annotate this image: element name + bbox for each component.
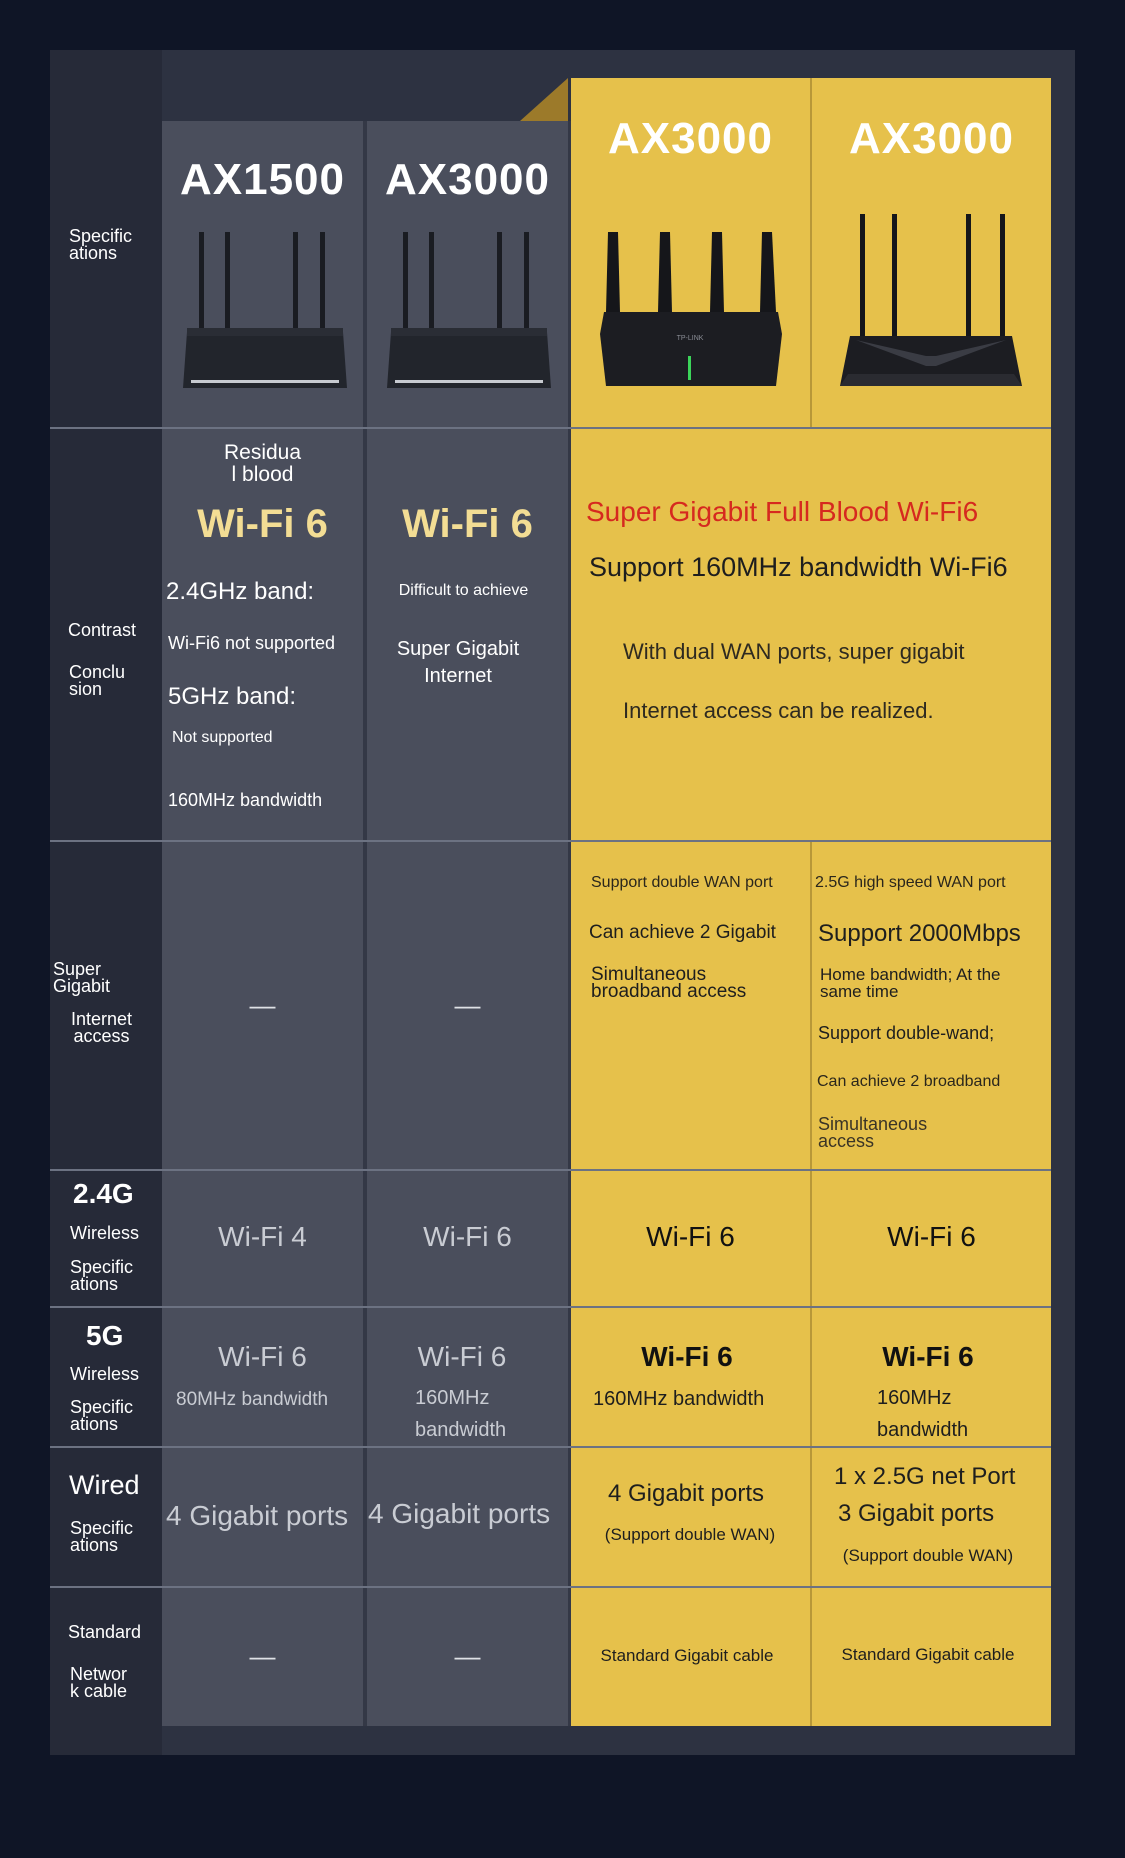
band-24-title: 2.4GHz band: (166, 578, 315, 605)
wired-double-wan: (Support double WAN) (604, 1525, 776, 1544)
row-label-conclusion: Conclu sion (69, 662, 126, 699)
row-divider (50, 1586, 1051, 1588)
row-label-network-cable: Networ k cable (70, 1664, 128, 1701)
bandwidth-note: 160MHz bandwidth (168, 790, 323, 810)
row-label-5g: 5G (86, 1320, 124, 1351)
support-160mhz: Support 160MHz bandwidth Wi-Fi6 (589, 552, 1008, 582)
wired-ports: 4 Gigabit ports (166, 1500, 349, 1531)
wifi-24-value: Wi-Fi 6 (646, 1221, 735, 1252)
svg-text:TP-LINK: TP-LINK (676, 335, 704, 342)
cable-standard: Standard Gigabit cable (600, 1646, 774, 1665)
row-label-specifications: Specific ations (69, 226, 133, 263)
wifi6-badge: Wi-Fi 6 (197, 502, 328, 546)
not-applicable-dash: — (249, 1641, 276, 1671)
cable-standard: Standard Gigabit cable (841, 1645, 1015, 1664)
two-gigabit: Can achieve 2 Gigabit (589, 922, 776, 943)
model-title: AX3000 (607, 114, 773, 163)
residual-blood-label: Residua l blood (223, 441, 302, 486)
wifi6-badge: Wi-Fi 6 (402, 502, 533, 546)
support-2000mbps: Support 2000Mbps (818, 920, 1021, 947)
row-label-wireless: Wireless (70, 1223, 140, 1243)
row-label-contrast: Contrast (68, 620, 137, 640)
row-divider (50, 427, 1051, 429)
row-divider (50, 1446, 1051, 1448)
row-label-wireless: Wireless (70, 1364, 140, 1384)
band-5-note: Not supported (172, 729, 273, 746)
wired-ports: 4 Gigabit ports (607, 1480, 765, 1507)
model-title: AX3000 (848, 114, 1014, 163)
dual-wan-note: With dual WAN ports, super gigabit (623, 639, 965, 664)
row-divider (50, 840, 1051, 842)
band-5-title: 5GHz band: (168, 683, 297, 710)
double-wand: Support double-wand; (818, 1023, 995, 1043)
wifi-5-value: Wi-Fi 6 (641, 1341, 733, 1372)
router-image-flat (379, 228, 559, 393)
router-image-flat (175, 228, 355, 393)
wifi-5-bandwidth: 160MHz bandwidth (593, 1388, 765, 1410)
wired-double-wan: (Support double WAN) (842, 1546, 1014, 1565)
home-bandwidth: Home bandwidth; At the same time (820, 965, 1001, 1001)
super-gigabit-note: Super Gigabit Internet (396, 638, 520, 687)
row-label-internet-access: Internet access (71, 1009, 133, 1046)
row-label-2-4g: 2.4G (73, 1178, 134, 1209)
not-applicable-dash: — (454, 1641, 481, 1671)
wifi-5-bandwidth: 160MHz bandwidth (415, 1387, 507, 1441)
wifi-5-value: Wi-Fi 6 (417, 1341, 507, 1372)
wifi-5-bandwidth: 80MHz bandwidth (176, 1389, 329, 1410)
not-applicable-dash: — (249, 990, 276, 1020)
wifi-24-value: Wi-Fi 4 (218, 1221, 307, 1252)
headline-full-blood: Super Gigabit Full Blood Wi-Fi6 (586, 496, 979, 527)
realized-note: Internet access can be realized. (623, 698, 934, 723)
row-divider (50, 1169, 1051, 1171)
model-title: AX1500 (179, 155, 345, 204)
row-label-super-gigabit: Super Gigabit (53, 959, 111, 996)
wan-port-2-5g: 2.5G high speed WAN port (815, 874, 1006, 891)
row-label-wired: Wired (69, 1470, 140, 1500)
wifi-24-value: Wi-Fi 6 (423, 1221, 512, 1252)
double-wan-port: Support double WAN port (591, 874, 773, 891)
column-divider (363, 121, 367, 1726)
row-label-specifications: Specific ations (70, 1518, 134, 1555)
corner-accent (520, 78, 568, 121)
wifi-5-bandwidth: 160MHz bandwidth (877, 1387, 969, 1441)
wifi-24-value: Wi-Fi 6 (887, 1221, 976, 1252)
router-image-x-design (836, 210, 1026, 395)
wired-ports: 4 Gigabit ports (368, 1498, 551, 1529)
wired-gigabit-ports: 3 Gigabit ports (838, 1500, 995, 1527)
column-divider (810, 842, 812, 1726)
band-24-note: Wi-Fi6 not supported (168, 633, 336, 653)
row-label-specifications: Specific ations (70, 1397, 134, 1434)
wifi-5-value: Wi-Fi 6 (882, 1341, 974, 1372)
row-divider (50, 1306, 1051, 1308)
wired-2-5g-port: 1 x 2.5G net Port (834, 1463, 1016, 1490)
row-label-specifications: Specific ations (70, 1257, 134, 1294)
simultaneous-broadband: Simultaneous broadband access (591, 964, 747, 1002)
wifi-5-value: Wi-Fi 6 (218, 1341, 307, 1372)
not-applicable-dash: — (454, 990, 481, 1020)
model-title: AX3000 (384, 155, 550, 204)
two-broadband: Can achieve 2 broadband (817, 1073, 1001, 1090)
difficult-note: Difficult to achieve (398, 582, 529, 599)
simultaneous-access: Simultaneous access (818, 1114, 928, 1151)
router-image-tplink (598, 226, 784, 391)
row-label-standard: Standard (68, 1622, 142, 1642)
